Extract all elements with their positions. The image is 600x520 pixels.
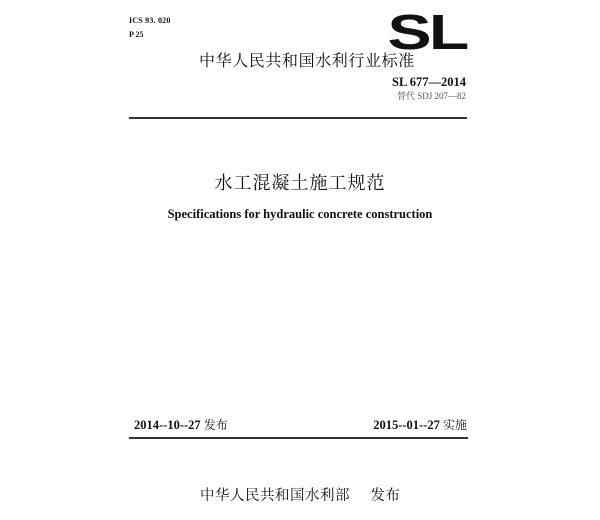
top-divider (129, 117, 467, 119)
issue-date-line (134, 418, 228, 433)
issue-label: 发布 (203, 418, 228, 432)
standard-number: SL 677—2014 (392, 75, 466, 89)
publish-label: 发布 (370, 488, 401, 504)
implement-date-line (373, 418, 467, 433)
implement-date: 2015--01--27 (373, 418, 440, 432)
publisher-name: 中华人民共和国水利部 (200, 488, 350, 504)
sl-logo: SL (387, 6, 467, 60)
implement-label: 实施 (442, 418, 467, 432)
category-code: P 25 (129, 30, 144, 39)
title-english: Specifications for hydraulic concrete construction (167, 207, 433, 221)
replaces-note: 替代 SDJ 207—82 (396, 91, 466, 101)
issue-date: 2014--10--27 (134, 418, 201, 432)
title-chinese: 水工混凝土施工规范 (214, 173, 386, 194)
ics-code: ICS 93. 020 (129, 16, 171, 25)
publisher-line (200, 488, 400, 505)
bottom-divider (129, 437, 468, 439)
industry-standard-heading: 中华人民共和国水利行业标准 (199, 51, 415, 70)
